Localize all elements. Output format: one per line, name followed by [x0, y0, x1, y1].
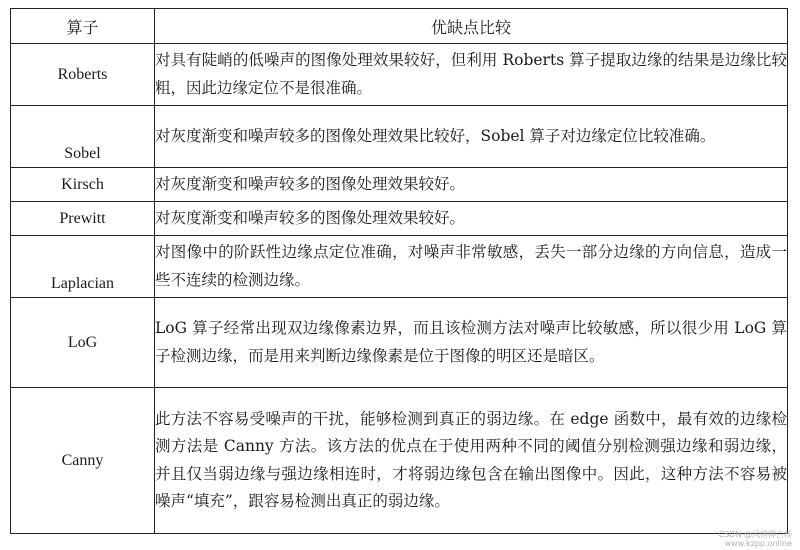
operator-comparison-table: [10, 8, 788, 534]
header-operator: 算子: [11, 9, 155, 44]
operator-description: 对灰度渐变和噪声较多的图像处理效果较好。: [155, 202, 788, 236]
table-row: [11, 298, 788, 388]
table-row: [11, 388, 788, 534]
operator-description: 对灰度渐变和噪声较多的图像处理效果比较好，Sobel 算子对边缘定位比较准确。: [155, 106, 788, 168]
operator-description: LoG 算子经常出现双边缘像素边界，而且该检测方法对噪声比较敏感，所以很少用 LoG 算子检测边缘，而是用来判断边缘像素是位于图像的明区还是暗区。: [155, 298, 788, 388]
operator-description: 对图像中的阶跃性边缘点定位准确，对噪声非常敏感，丢失一部分边缘的方向信息，造成一些不连续的检测边缘。: [155, 236, 788, 298]
operator-name: Laplacian: [11, 236, 155, 298]
operator-name: Sobel: [11, 106, 155, 168]
table-header-row: [11, 9, 788, 44]
table-row: [11, 44, 788, 106]
watermark-author: CSDN @风情柳白杨: [718, 530, 792, 539]
operator-name: Roberts: [11, 44, 155, 106]
operator-name: Prewitt: [11, 202, 155, 236]
table-row: [11, 236, 788, 298]
table-row: [11, 106, 788, 168]
operator-name: LoG: [11, 298, 155, 388]
operator-description: 此方法不容易受噪声的干扰，能够检测到真正的弱边缘。在 edge 函数中，最有效的边缘检测方法是 Canny 方法。该方法的优点在于使用两种不同的阈值分别检测强边缘和弱边缘，并且仅当弱边缘与强边缘相连时，才将弱边缘包含在输出图像中。因此，这种方法不容易被噪声“填充”，跟容易检测出真正的弱边缘。: [155, 388, 788, 534]
header-pros-cons: 优缺点比较: [155, 9, 788, 44]
watermark: [719, 530, 792, 548]
watermark-site: www.kzpp.online: [724, 539, 792, 548]
table-row: [11, 202, 788, 236]
operator-name: Kirsch: [11, 168, 155, 202]
operator-description: 对灰度渐变和噪声较多的图像处理效果较好。: [155, 168, 788, 202]
operator-name: Canny: [11, 388, 155, 534]
operator-description: 对具有陡峭的低噪声的图像处理效果较好，但利用 Roberts 算子提取边缘的结果是边缘比较粗，因此边缘定位不是很准确。: [155, 44, 788, 106]
table-row: [11, 168, 788, 202]
